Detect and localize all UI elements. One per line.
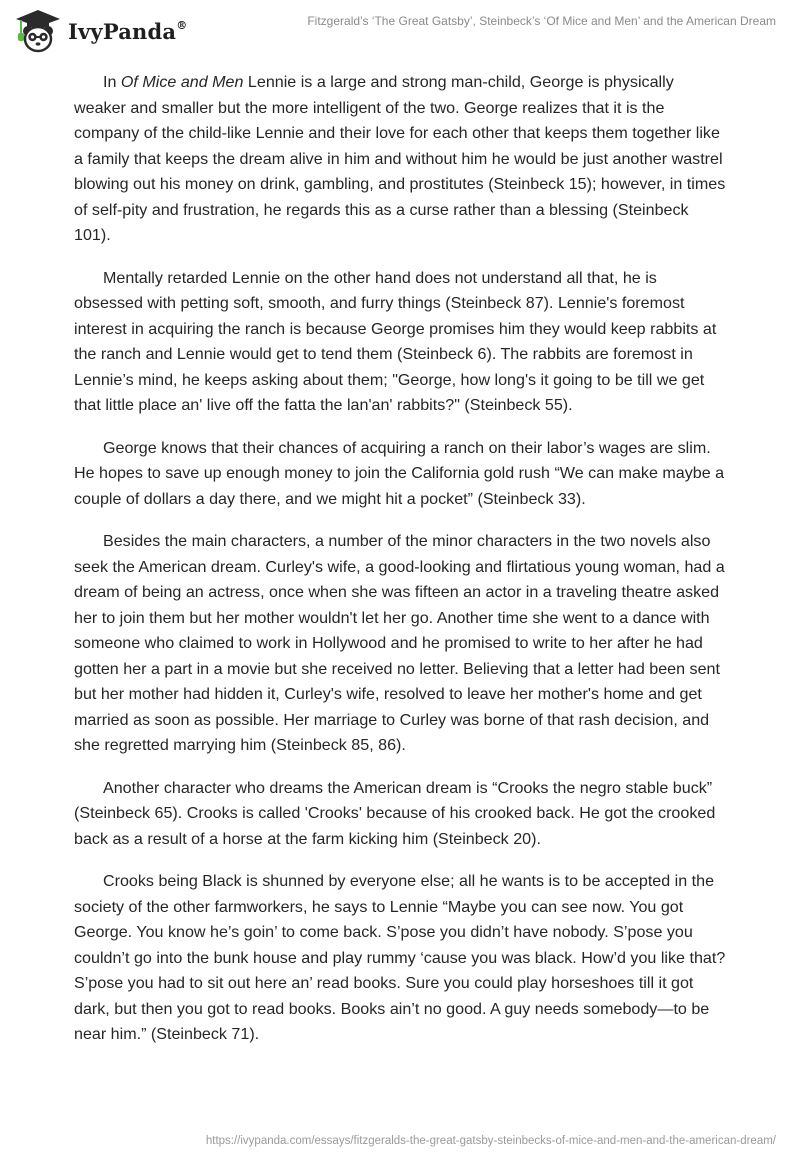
paragraph-4: Besides the main characters, a number of the minor characters in the two novels also seek the American dream. Curley's wife, a good-looking and flirtatious young woman, had a dream of being an actress, once when she was fifteen an actor in a traveling theatre asked her to join them but her mother wouldn't let her go. Another time she went to a dance with someone who claimed to work in Hollywood and he promised to write to her after he had gotten her a part in a movie but she received no letter. Believing that a letter had been sent but her mother had hidden it, Curley's wife, resolved to leave her mother's home and get married as soon as possible. Her marriage to Curley was borne of that rash decision, and she regretted marrying him (Steinbeck 85, 86).	[74, 532, 725, 754]
logo-wordmark	[68, 19, 187, 44]
document-title: Fitzgerald’s ‘The Great Gatsby’, Steinbeck’s ‘Of Mice and Men’ and the American Dream	[307, 14, 776, 28]
panda-graduate-icon	[14, 8, 62, 54]
paragraph-1-text: Lennie is a large and strong man-child, George is physically weaker and smaller but the more intelligent of the two. George realizes that it is the company of the child-like Lennie and their love for each other that keeps them together like a family that keeps the dream alive in him and without him he would be just another wastrel blowing out his money on drink, gambling, and prostitutes (Steinbeck 15); however, in times of self-pity and frustration, he regards this as a curse rather than a blessing (Steinbeck 101).	[74, 73, 726, 244]
source-url-link[interactable]: https://ivypanda.com/essays/fitzgeralds-the-great-gatsby-steinbecks-of-mice-and-men-and-the-american-dream/	[205, 1135, 776, 1147]
paragraph-3: George knows that their chances of acquiring a ranch on their labor’s wages are slim. He hopes to save up enough money to join the California gold rush “We can make maybe a couple of dollars a day there, and we might hit a pocket” (Steinbeck 33).	[74, 438, 725, 508]
paragraph-2: Mentally retarded Lennie on the other hand does not understand all that, he is obsessed with petting soft, smooth, and furry things (Steinbeck 87). Lennie's foremost interest in acquiring the ranch is because George promises him they would keep rabbits at the ranch and Lennie would get to tend them (Steinbeck 6). The rabbits are foremost in Lennie’s mind, he keeps asking about them; "George, how long's it going to be till we get that little place an' live off the fatta the lan'an' rabbits?" (Steinbeck 55).	[74, 268, 717, 414]
ivypanda-logo[interactable]	[14, 8, 187, 54]
book-title-italic: Of Mice and Men	[120, 73, 244, 91]
paragraph-1	[74, 70, 728, 249]
paragraph-1-intro: In	[103, 73, 121, 91]
page-header	[0, 0, 800, 60]
paragraph-6: Crooks being Black is shunned by everyone else; all he wants is to be accepted in the society of the other farmworkers, he says to Lennie “Maybe you can see now. You got George. You know he’s goin’ to come back. S’pose you didn’t have nobody. S’pose you couldn’t go into the bunk house and play rummy ‘cause you was black. How’d you like that? S’pose you had to sit out here an’ read books. Sure you could play horseshoes till it got dark, but then you got to read books. Books ain’t no good. A guy needs somebody—to be near him.” (Steinbeck 71).	[74, 872, 726, 1043]
essay-body	[74, 70, 728, 1065]
paragraph-5: Another character who dreams the American dream is “Crooks the negro stable buck” (Steinbeck 65). Crooks is called 'Crooks' because of his crooked back. He got the crooked back as a result of a horse at the farm kicking him (Steinbeck 20).	[74, 778, 716, 848]
registered-mark: ®	[176, 18, 188, 32]
logo-text: IvyPanda	[68, 18, 177, 44]
